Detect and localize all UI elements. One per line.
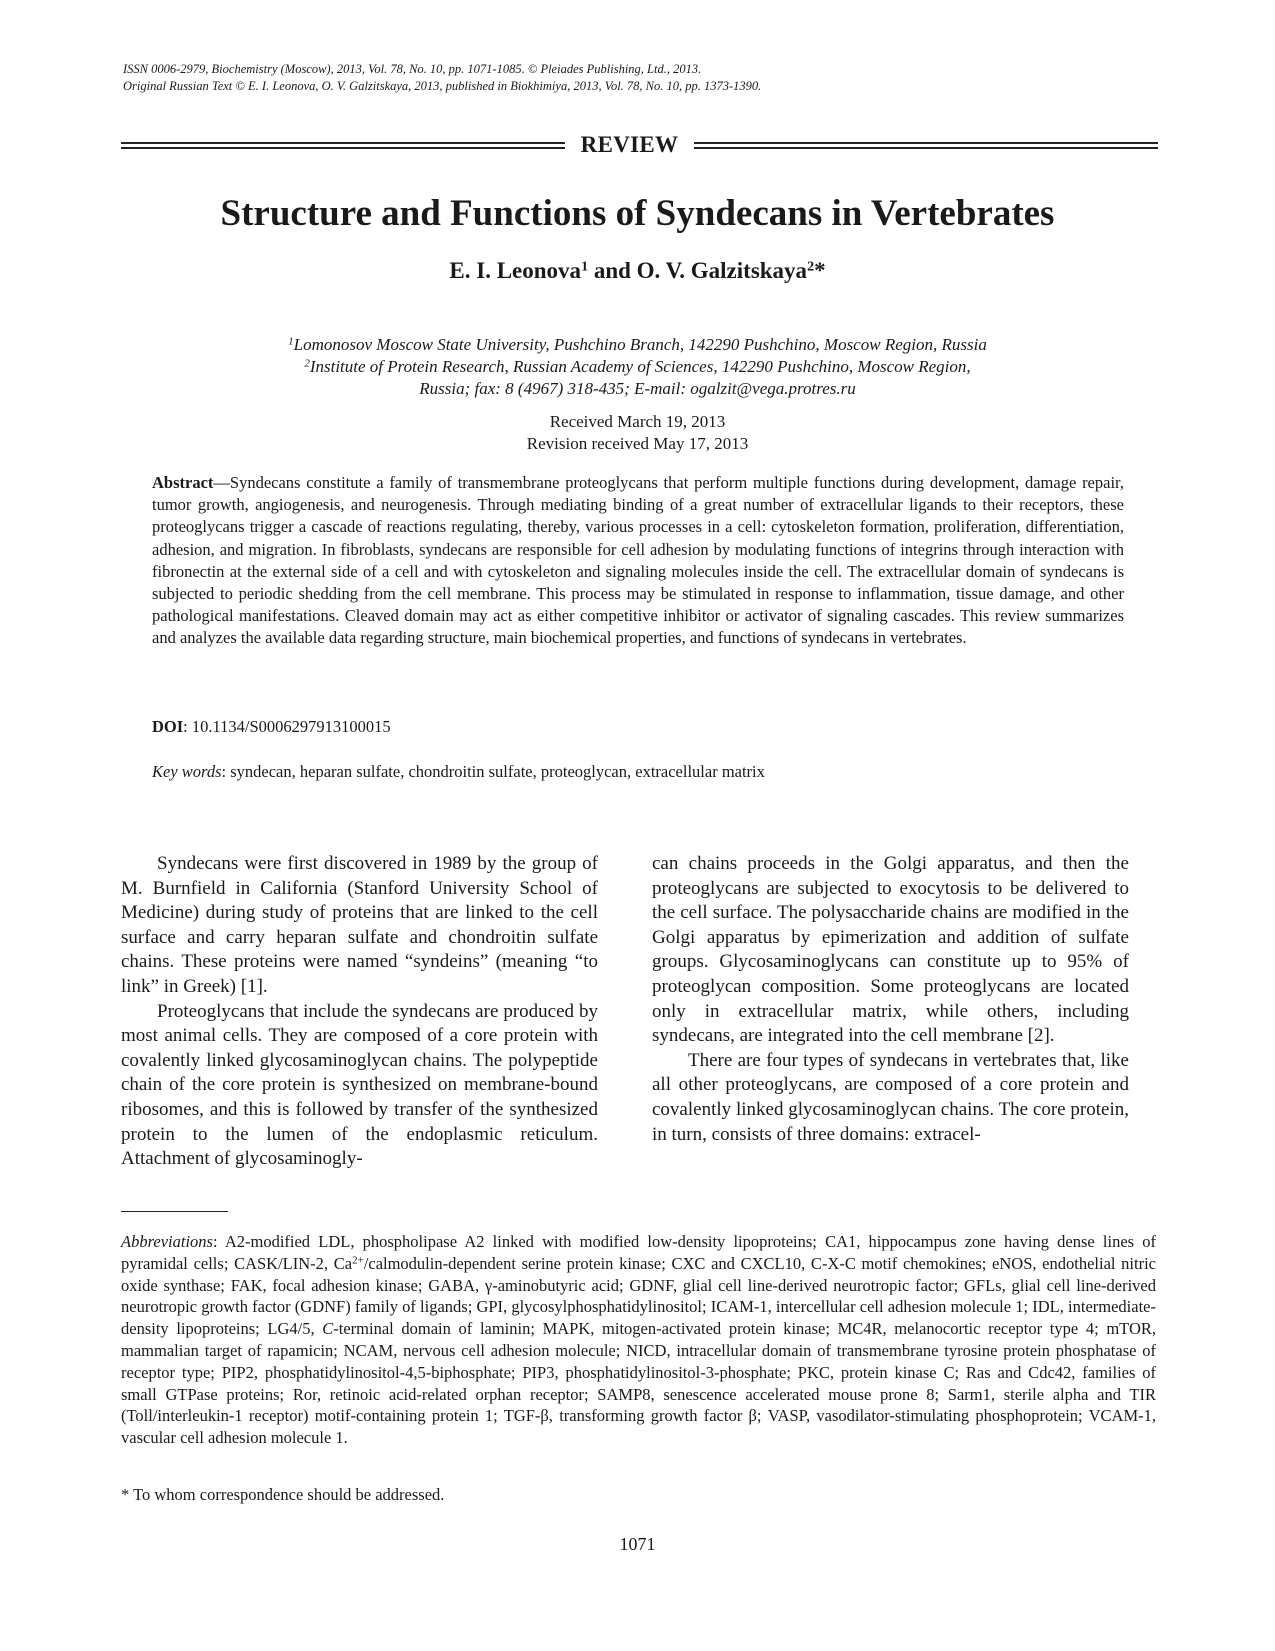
abbreviations-text: : A2-modified LDL, phospholipase A2 linked with modified low-density lipoproteins; CA1, hippocampus zone having dense lines of pyramidal cells; CASK/LIN-2, Ca — [121, 1232, 1156, 1273]
section-label: REVIEW — [580, 132, 679, 157]
doi-label: DOI — [152, 717, 184, 736]
body-column-right — [652, 852, 1129, 1147]
affiliation-marker: 1 — [581, 259, 589, 275]
article-title: Structure and Functions of Syndecans in Vertebrates — [220, 193, 1055, 234]
affiliation-number: 2 — [304, 357, 310, 370]
doi — [152, 716, 391, 738]
revision-date: Revision received May 17, 2013 — [526, 434, 749, 453]
affiliation-contact: Russia; fax: 8 (4967) 318-435; E-mail: ogalzit@vega.protres.ru — [419, 379, 856, 398]
author-list — [100, 256, 1175, 286]
keywords-label: Key words — [152, 762, 222, 781]
affiliation-2 — [100, 356, 1175, 378]
body-paragraph: Syndecans were first discovered in 1989 by the group of M. Burnfield in California (Stanford University School of Medicine) during study of proteins that are linked to the cell surface and carry heparan sulfate and chondroitin sulfate chains. These proteins were named “syndeins” (meaning “to link” in Greek) [1]. — [121, 853, 598, 997]
author-name: E. I. Leonova — [449, 258, 582, 283]
section-header-bar — [121, 130, 1158, 160]
keywords-value: : syndecan, heparan sulfate, chondroitin sulfate, proteoglycan, extracellular matrix — [221, 762, 765, 781]
affiliation-1 — [100, 334, 1175, 356]
correspondence-note: * To whom correspondence should be addressed. — [121, 1485, 445, 1504]
affiliation-number: 1 — [288, 335, 294, 348]
abbreviations-label: Abbreviations — [121, 1232, 213, 1251]
abstract-text: —Syndecans constitute a family of transmembrane proteoglycans that perform multiple functions during development, damage repair, tumor growth, angiogenesis, and neurogenesis. Through mediating binding of a great number of extracellular ligands to their receptors, these proteoglycans trigger a cascade of reactions regulating, thereby, various processes in a cell: cytoskeleton formation, proliferation, differentiation, adhesion, and migration. In fibroblasts, syndecans are responsible for cell adhesion by modulating functions of integrins through interaction with fibronectin at the external side of a cell and with cytoskeleton and signaling molecules inside the cell. The extracellular domain of syndecans is subjected to periodic shedding from the cell membrane. This process may be stimulated in response to inflammation, tissue damage, and other pathological manifestations. Cleaved domain may act as either competitive inhibitor or activator of signaling cascades. This review summarizes and analyzes the available data regarding structure, main biochemical properties, and functions of syndecans in vertebrates. — [152, 473, 1124, 648]
abstract-label: Abstract — [152, 473, 214, 492]
body-paragraph-continued: can chains proceeds in the Golgi apparatus, and then the proteoglycans are subjected to exocytosis to be delivered to the cell surface. The polysaccharide chains are modified in the Golgi apparatus by epimerization and addition of sulfate groups. Glycosaminoglycans can constitute up to 95% of proteoglycan composition. Some proteoglycans are located only in extracellular matrix, while others, including syndecans, are integrated into the cell membrane [2]. — [652, 853, 1129, 1047]
abbreviations-footnote — [121, 1231, 1156, 1449]
keywords — [152, 761, 765, 783]
page-number: 1071 — [619, 1534, 656, 1554]
received-date: Received March 19, 2013 — [549, 412, 726, 431]
author-name: O. V. Galzitskaya — [636, 258, 808, 283]
author-conjunction: and — [588, 258, 637, 283]
abbreviations-text: -terminal domain of laminin; MAPK, mitogen-activated protein kinase; MC4R, melanocortic receptor type 4; mTOR, mammalian target of rapamicin; NCAM, nervous cell adhesion molecule; NICD, intracellular domain of transmembrane tyrosine protein phosphatase of receptor type; PIP2, phosphatidylinositol-4,5-biphosphate; PIP3, phosphatidylinositol-3-phosphate; PKC, protein kinase C; Ras and Cdc42, families of small GTPase proteins; Ror, retinoic acid-related orphan receptor; SAMP8, senescence accelerated mouse prone 8; Sarm1, sterile alpha and TIR (Toll/interleukin-1 receptor) motif-containing protein 1; TGF-β, transforming growth factor β; VASP, vasodilator-stimulating phosphoprotein; VCAM-1, vascular cell adhesion molecule 1. — [121, 1319, 1156, 1448]
affiliation-marker: 2 — [807, 259, 815, 275]
footnote-separator — [121, 1211, 228, 1212]
original-text-line: Original Russian Text © E. I. Leonova, O. V. Galzitskaya, 2013, published in Biokhimiya, 2013, Vol. 78, No. 10, pp. 1373-1390. — [123, 79, 762, 93]
superscript: 2+ — [352, 1254, 364, 1267]
italic-letter: C — [322, 1319, 334, 1339]
double-rule-left — [121, 142, 565, 149]
body-paragraph: There are four types of syndecans in vertebrates that, like all other proteoglycans, are composed of a core protein and covalently linked glycosaminoglycan chains. The core protein, in turn, consists of three domains: extracel- — [652, 1049, 1129, 1145]
corresponding-author-mark: * — [814, 258, 826, 283]
body-paragraph: Proteoglycans that include the syndecans are produced by most animal cells. They are composed of a core protein with covalently linked glycosaminoglycan chains. The polypeptide chain of the core protein is synthesized on membrane-bound ribosomes, and this is followed by transfer of the synthesized protein to the lumen of the endoplasmic reticulum. Attachment of glycosaminogly- — [121, 1000, 598, 1170]
affiliation-text: Institute of Protein Research, Russian Academy of Sciences, 142290 Pushchino, Moscow Region, — [309, 357, 971, 376]
affiliation-text: Lomonosov Moscow State University, Pushchino Branch, 142290 Pushchino, Moscow Region, Russia — [293, 335, 987, 354]
double-rule-right — [694, 142, 1158, 149]
abstract — [152, 472, 1124, 650]
journal-citation-line: ISSN 0006-2979, Biochemistry (Moscow), 2013, Vol. 78, No. 10, pp. 1071-1085. © Pleiades Publishing, Ltd., 2013. — [123, 62, 702, 76]
body-column-left — [121, 852, 598, 1172]
doi-value: : 10.1134/S0006297913100015 — [183, 717, 391, 736]
abbreviations-text: /calmodulin-dependent serine protein kinase; CXC and CXCL10, C-X-C motif chemokines; eNOS, endothelial nitric oxide synthase; FAK, focal adhesion kinase; GABA, γ-aminobutyric acid; GDNF, glial cell line-derived neurotropic factor; GFLs, glial cell line-derived neurotropic growth factor (GDNF) family of ligands; GPI, glycosylphosphatidylinositol; ICAM-1, intercellular cell adhesion molecule 1; IDL, intermediate-density lipoproteins; LG4/5, — [121, 1253, 1156, 1339]
